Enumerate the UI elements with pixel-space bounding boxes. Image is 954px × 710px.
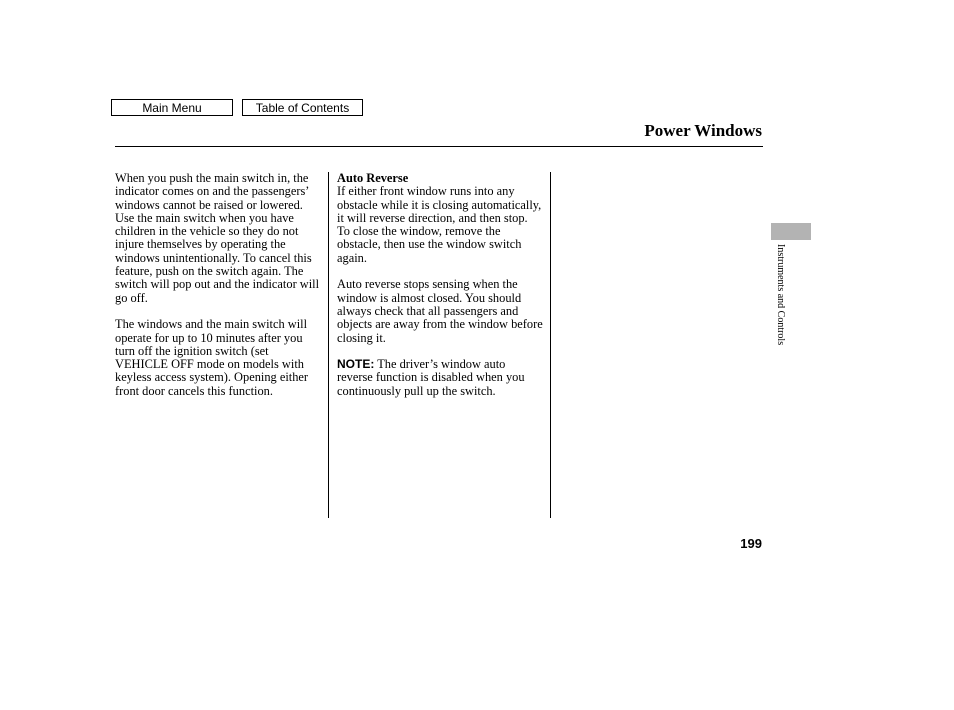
page-number: 199 [740, 536, 762, 551]
paragraph-timeout: The windows and the main switch will operate for up to 10 minutes after you turn off the ignition switch (set VEHICLE OFF mode on models with keyless access system). Opening either front door cancels this function. [115, 317, 309, 398]
page-title: Power Windows [644, 121, 762, 140]
column-divider [550, 172, 551, 518]
note [337, 358, 543, 398]
section-tab [771, 223, 811, 240]
paragraph-main-switch: When you push the main switch in, the indicator comes on and the passengers’ windows cannot be raised or lowered. Use the main switch when you have children in the vehicle so they do not injure themselves by operating the windows unintentionally. To cancel this feature, push on the switch again. The switch will pop out and the indicator will go off. [115, 171, 320, 305]
main-menu-button[interactable]: Main Menu [111, 99, 233, 116]
paragraph-auto-reverse: If either front window runs into any obstacle while it is closing automatically, it will reverse direction, and then stop. To close the window, remove the obstacle, then use the window switch again. [337, 184, 542, 265]
section-heading-auto-reverse: Auto Reverse [337, 171, 409, 185]
note-text: The driver’s window auto reverse function is disabled when you continuously pull up the switch. [337, 357, 525, 398]
column-divider [328, 172, 329, 518]
note-label: NOTE: [337, 357, 375, 372]
paragraph-sensing: Auto reverse stops sensing when the window is almost closed. You should always check that all passengers and objects are away from the window before closing it. [337, 277, 543, 345]
column-left [115, 172, 321, 411]
column-middle [337, 172, 543, 411]
table-of-contents-button[interactable]: Table of Contents [242, 99, 363, 116]
header-rule [115, 146, 763, 147]
section-tab-label: Instruments and Controls [775, 244, 786, 346]
